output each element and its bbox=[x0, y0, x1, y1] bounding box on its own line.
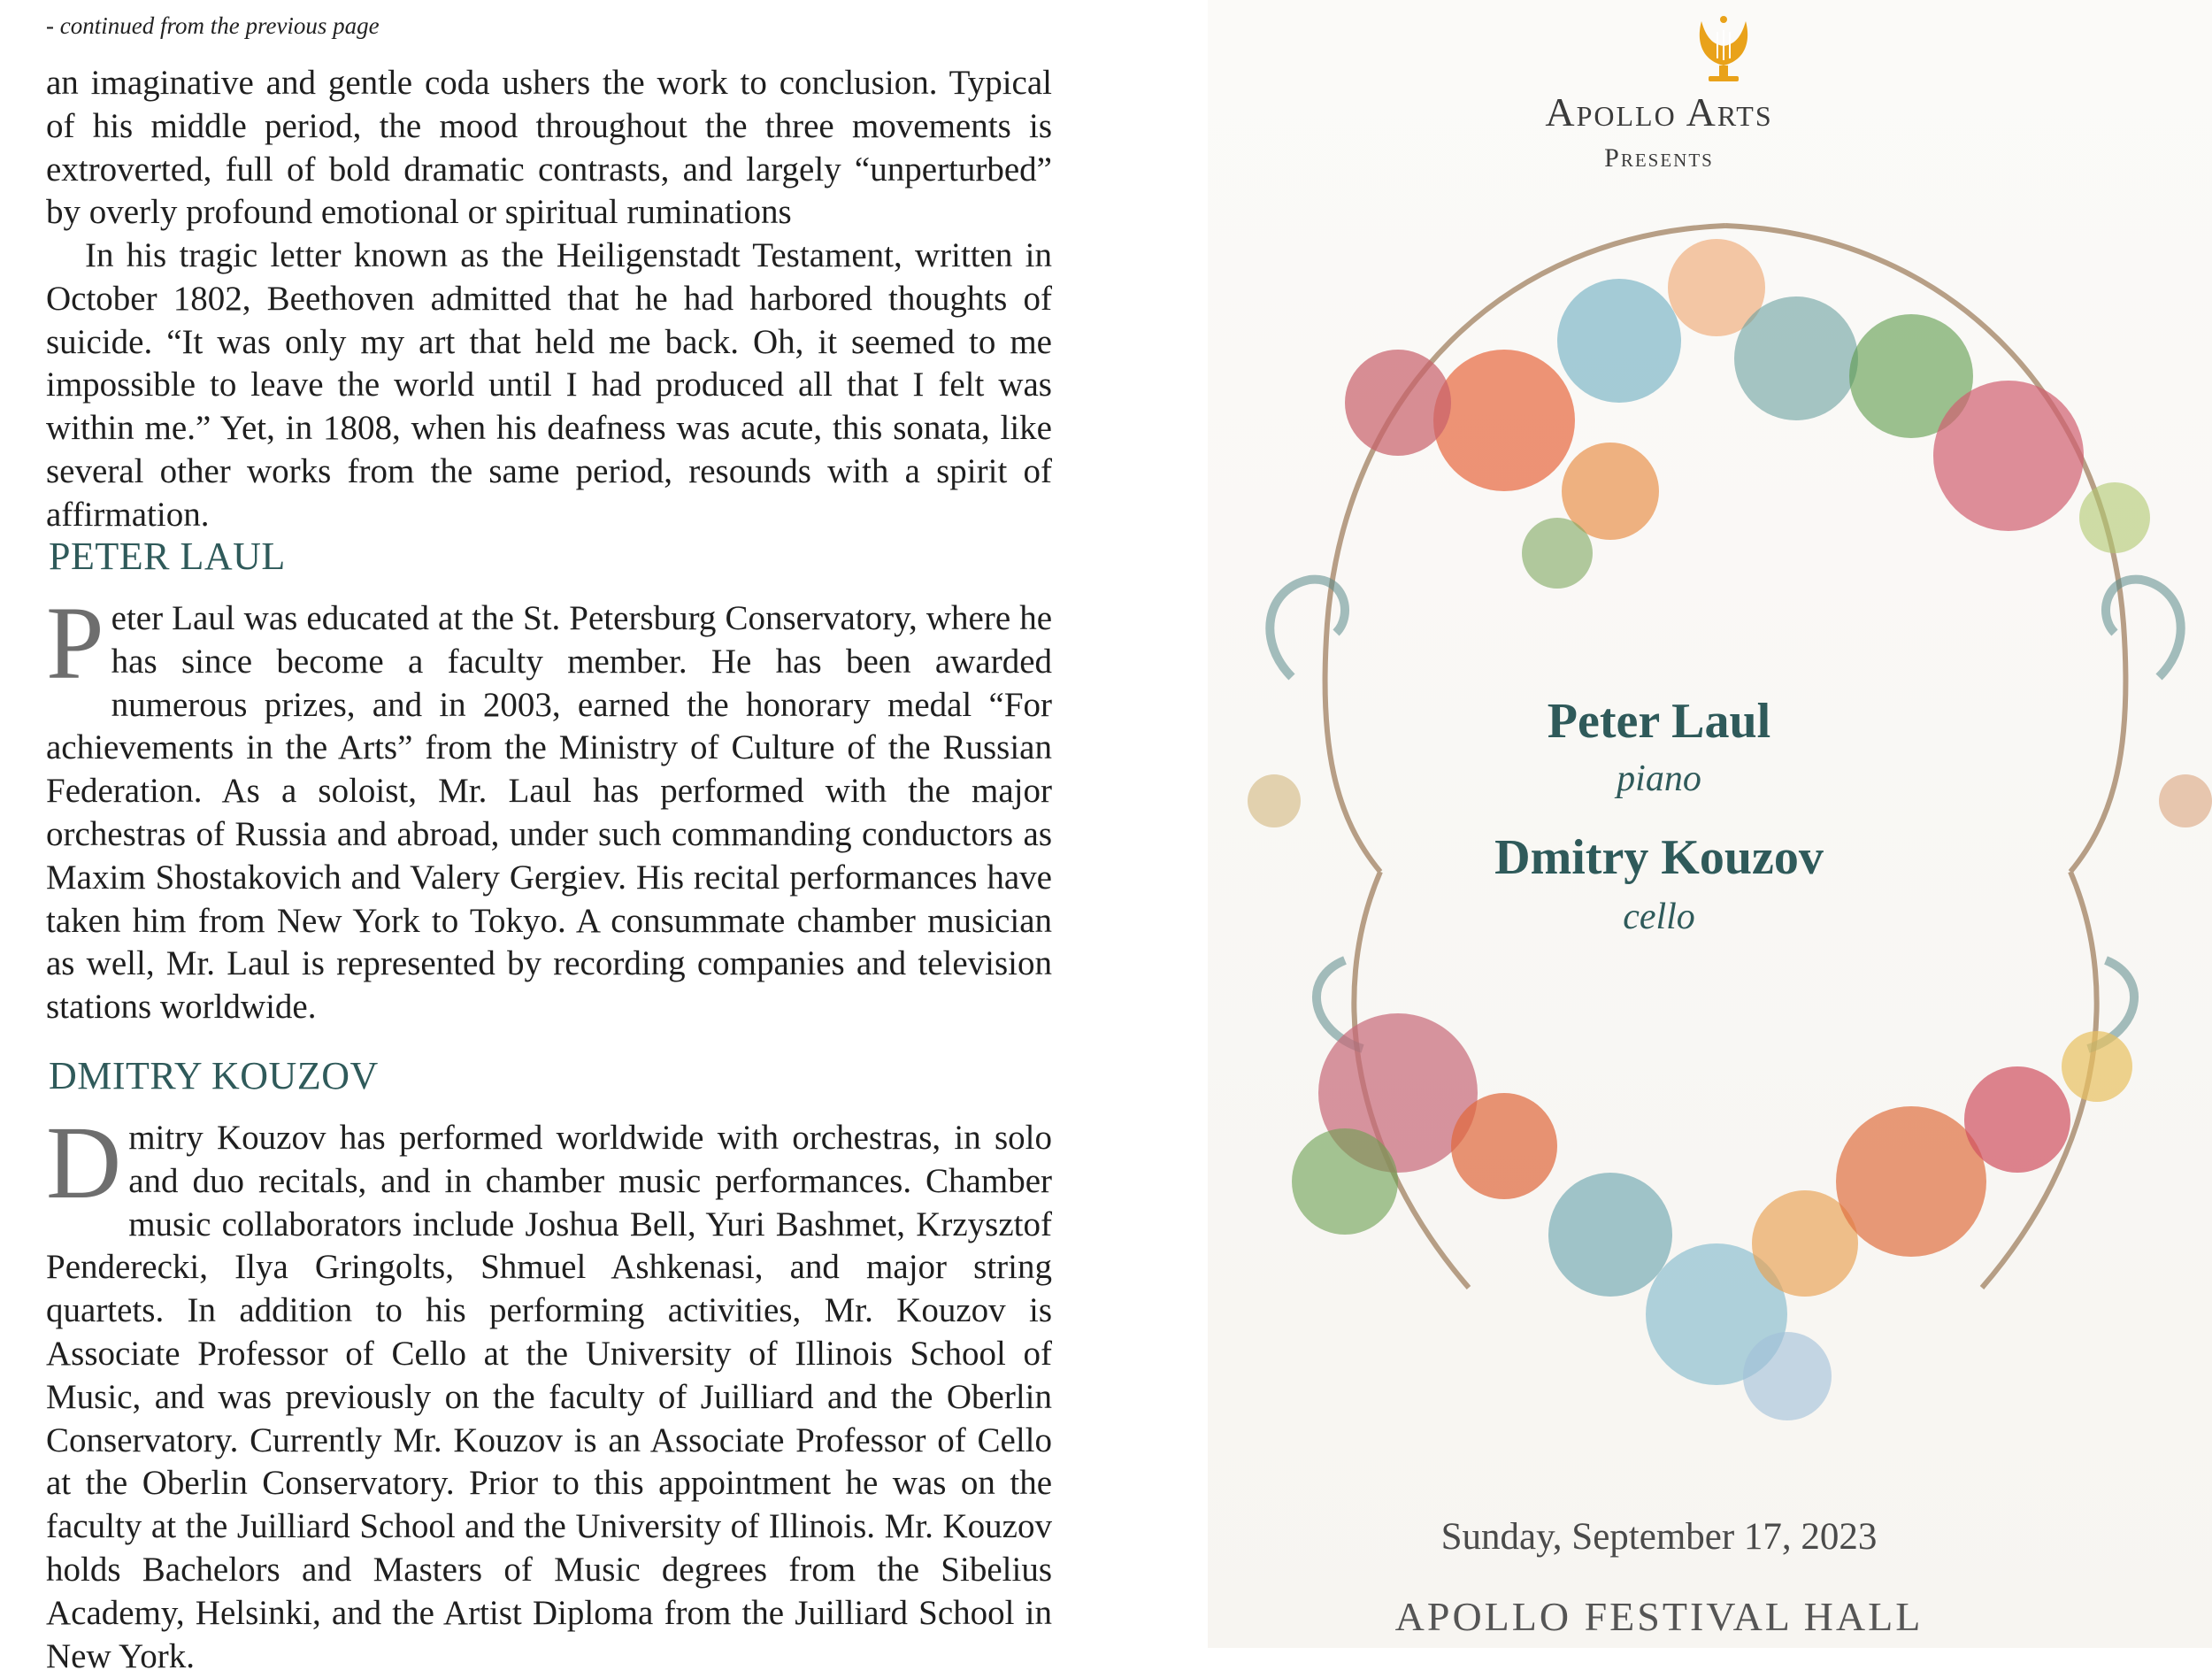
lyre-icon bbox=[1693, 14, 1755, 85]
performer-instrument-2: cello bbox=[1623, 897, 1695, 937]
concert-date: Sunday, September 17, 2023 bbox=[1440, 1516, 1878, 1558]
brand-name: Apollo Arts bbox=[1545, 89, 1773, 135]
left-page bbox=[0, 0, 1106, 1675]
paragraph-heiligenstadt: In his tragic letter known as the Heiligenstadt Testament, written in October 1802, Beethoven admitted that he had harbored thoughts of suicide. “It was only my art that held me back. Oh, it seemed to me impossible to leave the world until I had produced all that I felt was within me.” Yet, in 1808, when his deafness was acute, this sonata, like several other works from the same period, resounds with a spirit of affirmation. bbox=[46, 236, 1052, 534]
heading-peter-laul: PETER LAUL bbox=[49, 535, 286, 578]
concert-venue: APOLLO FESTIVAL HALL bbox=[1394, 1594, 1924, 1639]
performer-instrument-1: piano bbox=[1617, 758, 1701, 799]
heading-dmitry-kouzov: DMITRY KOUZOV bbox=[49, 1054, 379, 1097]
drop-cap-p: P bbox=[46, 585, 104, 701]
bio-dmitry-kouzov-text: mitry Kouzov has performed worldwide with orchestras, in solo and duo recitals, and in chamber music performances. Chamber music collaborators include Joshua Bell, Yuri Bashmet, Krzysztof Penderecki, Ilya Gringolts, Shmuel Ashkenasi, and major string quartets. In addition to his performing activities, Mr. Kouzov is Associate Professor of Cello at the University of Illinois School of Music, and was previously on the faculty of Juilliard and the Oberlin Conservatory. Currently Mr. Kouzov is an Associate Professor of Cello at the Oberlin Conservatory. Prior to this appointment he was on the faculty at the Juilliard School and the University of Illinois. Mr. Kouzov holds Bachelors and Masters of Music degrees from the Sibelius Academy, Helsinki, and the Artist Diploma from the Juilliard School in New York. bbox=[46, 1119, 1052, 1675]
paragraph-coda: an imaginative and gentle coda ushers the work to conclusion. Typical of his middle period, the mood throughout the three movements is extroverted, full of bold dramatic contrasts, and largely “unperturbed” by overly profound emotional or spiritual ruminations bbox=[46, 64, 1052, 232]
presents-label: Presents bbox=[1604, 143, 1714, 173]
bio-dmitry-kouzov bbox=[46, 1105, 1052, 1678]
right-page-cover bbox=[1106, 0, 2212, 1648]
continued-note: - continued from the previous page bbox=[46, 12, 380, 39]
performer-name-2: Dmitry Kouzov bbox=[1494, 830, 1824, 885]
drop-cap-d: D bbox=[46, 1105, 122, 1220]
bio-peter-laul bbox=[46, 585, 1052, 1029]
bio-peter-laul-text: eter Laul was educated at the St. Petersburg Conservatory, where he has since become a faculty member. He has been awarded numerous prizes, and in 2003, earned the honorary medal “For achievements in the Arts” from the Ministry of Culture of the Russian Federation. As a soloist, Mr. Laul has performed with the major orchestras of Russia and abroad, under such commanding conductors as Maxim Shostakovich and Valery Gergiev. His recital performances have taken him from New York to Tokyo. A consummate chamber musician as well, Mr. Laul is represented by recording companies and television stations worldwide. bbox=[46, 599, 1052, 1027]
performer-name-1: Peter Laul bbox=[1547, 694, 1771, 749]
